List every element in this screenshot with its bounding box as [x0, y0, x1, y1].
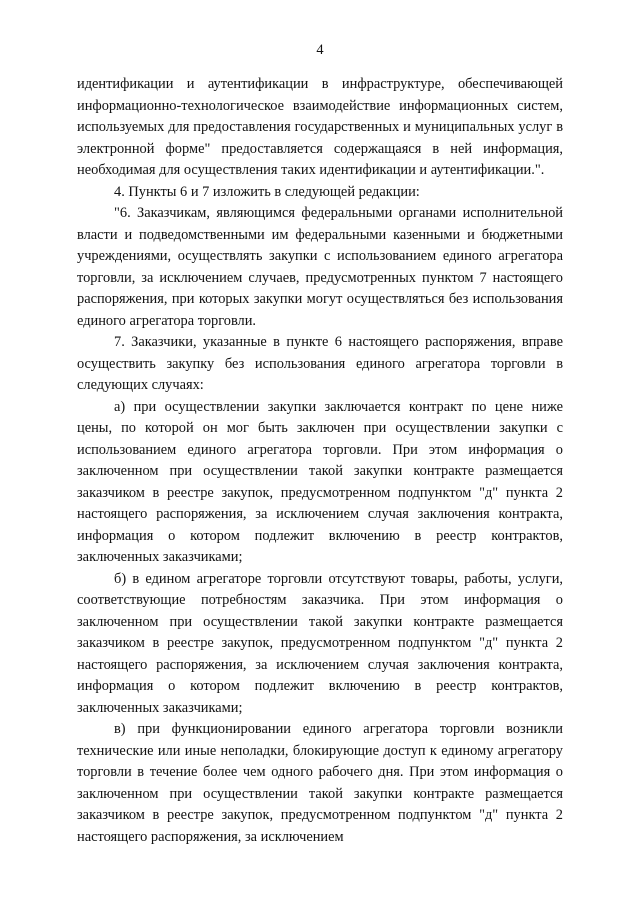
page-number: 4 — [316, 42, 324, 58]
paragraph-item-4: 4. Пункты 6 и 7 изложить в следующей редакции: — [114, 183, 420, 200]
paragraph-item-7: 7. Заказчики, указанные в пункте 6 настоящего распоряжения, вправе осуществить закупку без использования единого агрегатора торговли в следующих случаях: — [77, 334, 563, 393]
paragraph-item-6: "6. Заказчикам, являющимся федеральными органами исполнительной власти и подведомственными им федеральными казенными и бюджетными учреждениями, осуществлять закупки с использованием единого агрегатора торговли, за исключением случаев, предусмотренных пунктом 7 настоящего распоряжения, при которых закупки могут осуществляться без использования единого агрегатора торговли. — [77, 205, 563, 329]
paragraph-subitem-a: а) при осуществлении закупки заключается контракт по цене ниже цены, по которой он мог быть заключен при осуществлении закупки с использованием единого агрегатора торговли. При этом информация о заключенном при осуществлении такой закупки контракте размещается заказчиком в реестре закупок, предусмотренном подпунктом "д" пункта 2 настоящего распоряжения, за исключением случая заключения контракта, информация о котором подлежит включению в реестр контрактов, заключенных заказчиками; — [77, 398, 563, 565]
paragraph-subitem-v: в) при функционировании единого агрегатора торговли возникли технические или иные неполадки, блокирующие доступ к единому агрегатору торговли в течение более чем одного рабочего дня. При этом информация о заключенном при осуществлении такой закупки контракте размещается заказчиком в реестре закупок, предусмотренном подпунктом "д" пункта 2 настоящего распоряжения, за исключением — [77, 721, 563, 845]
document-body — [77, 74, 563, 848]
paragraph-continuation: идентификации и аутентификации в инфраструктуре, обеспечивающей информационно-технологическое взаимодействие информационных систем, используемых для предоставления государственных и муниципальных услуг в электронной форме" предоставляется содержащаяся в ней информация, необходимая для осуществления таких идентификации и аутентификации.". — [77, 76, 563, 178]
paragraph-subitem-b: б) в едином агрегаторе торговли отсутствуют товары, работы, услуги, соответствующие потребностям заказчика. При этом информация о заключенном при осуществлении такой закупки контракте размещается заказчиком в реестре закупок, предусмотренном подпунктом "д" пункта 2 настоящего распоряжения, за исключением случая заключения контракта, информация о котором подлежит включению в реестр контрактов, заключенных заказчиками; — [77, 570, 563, 716]
